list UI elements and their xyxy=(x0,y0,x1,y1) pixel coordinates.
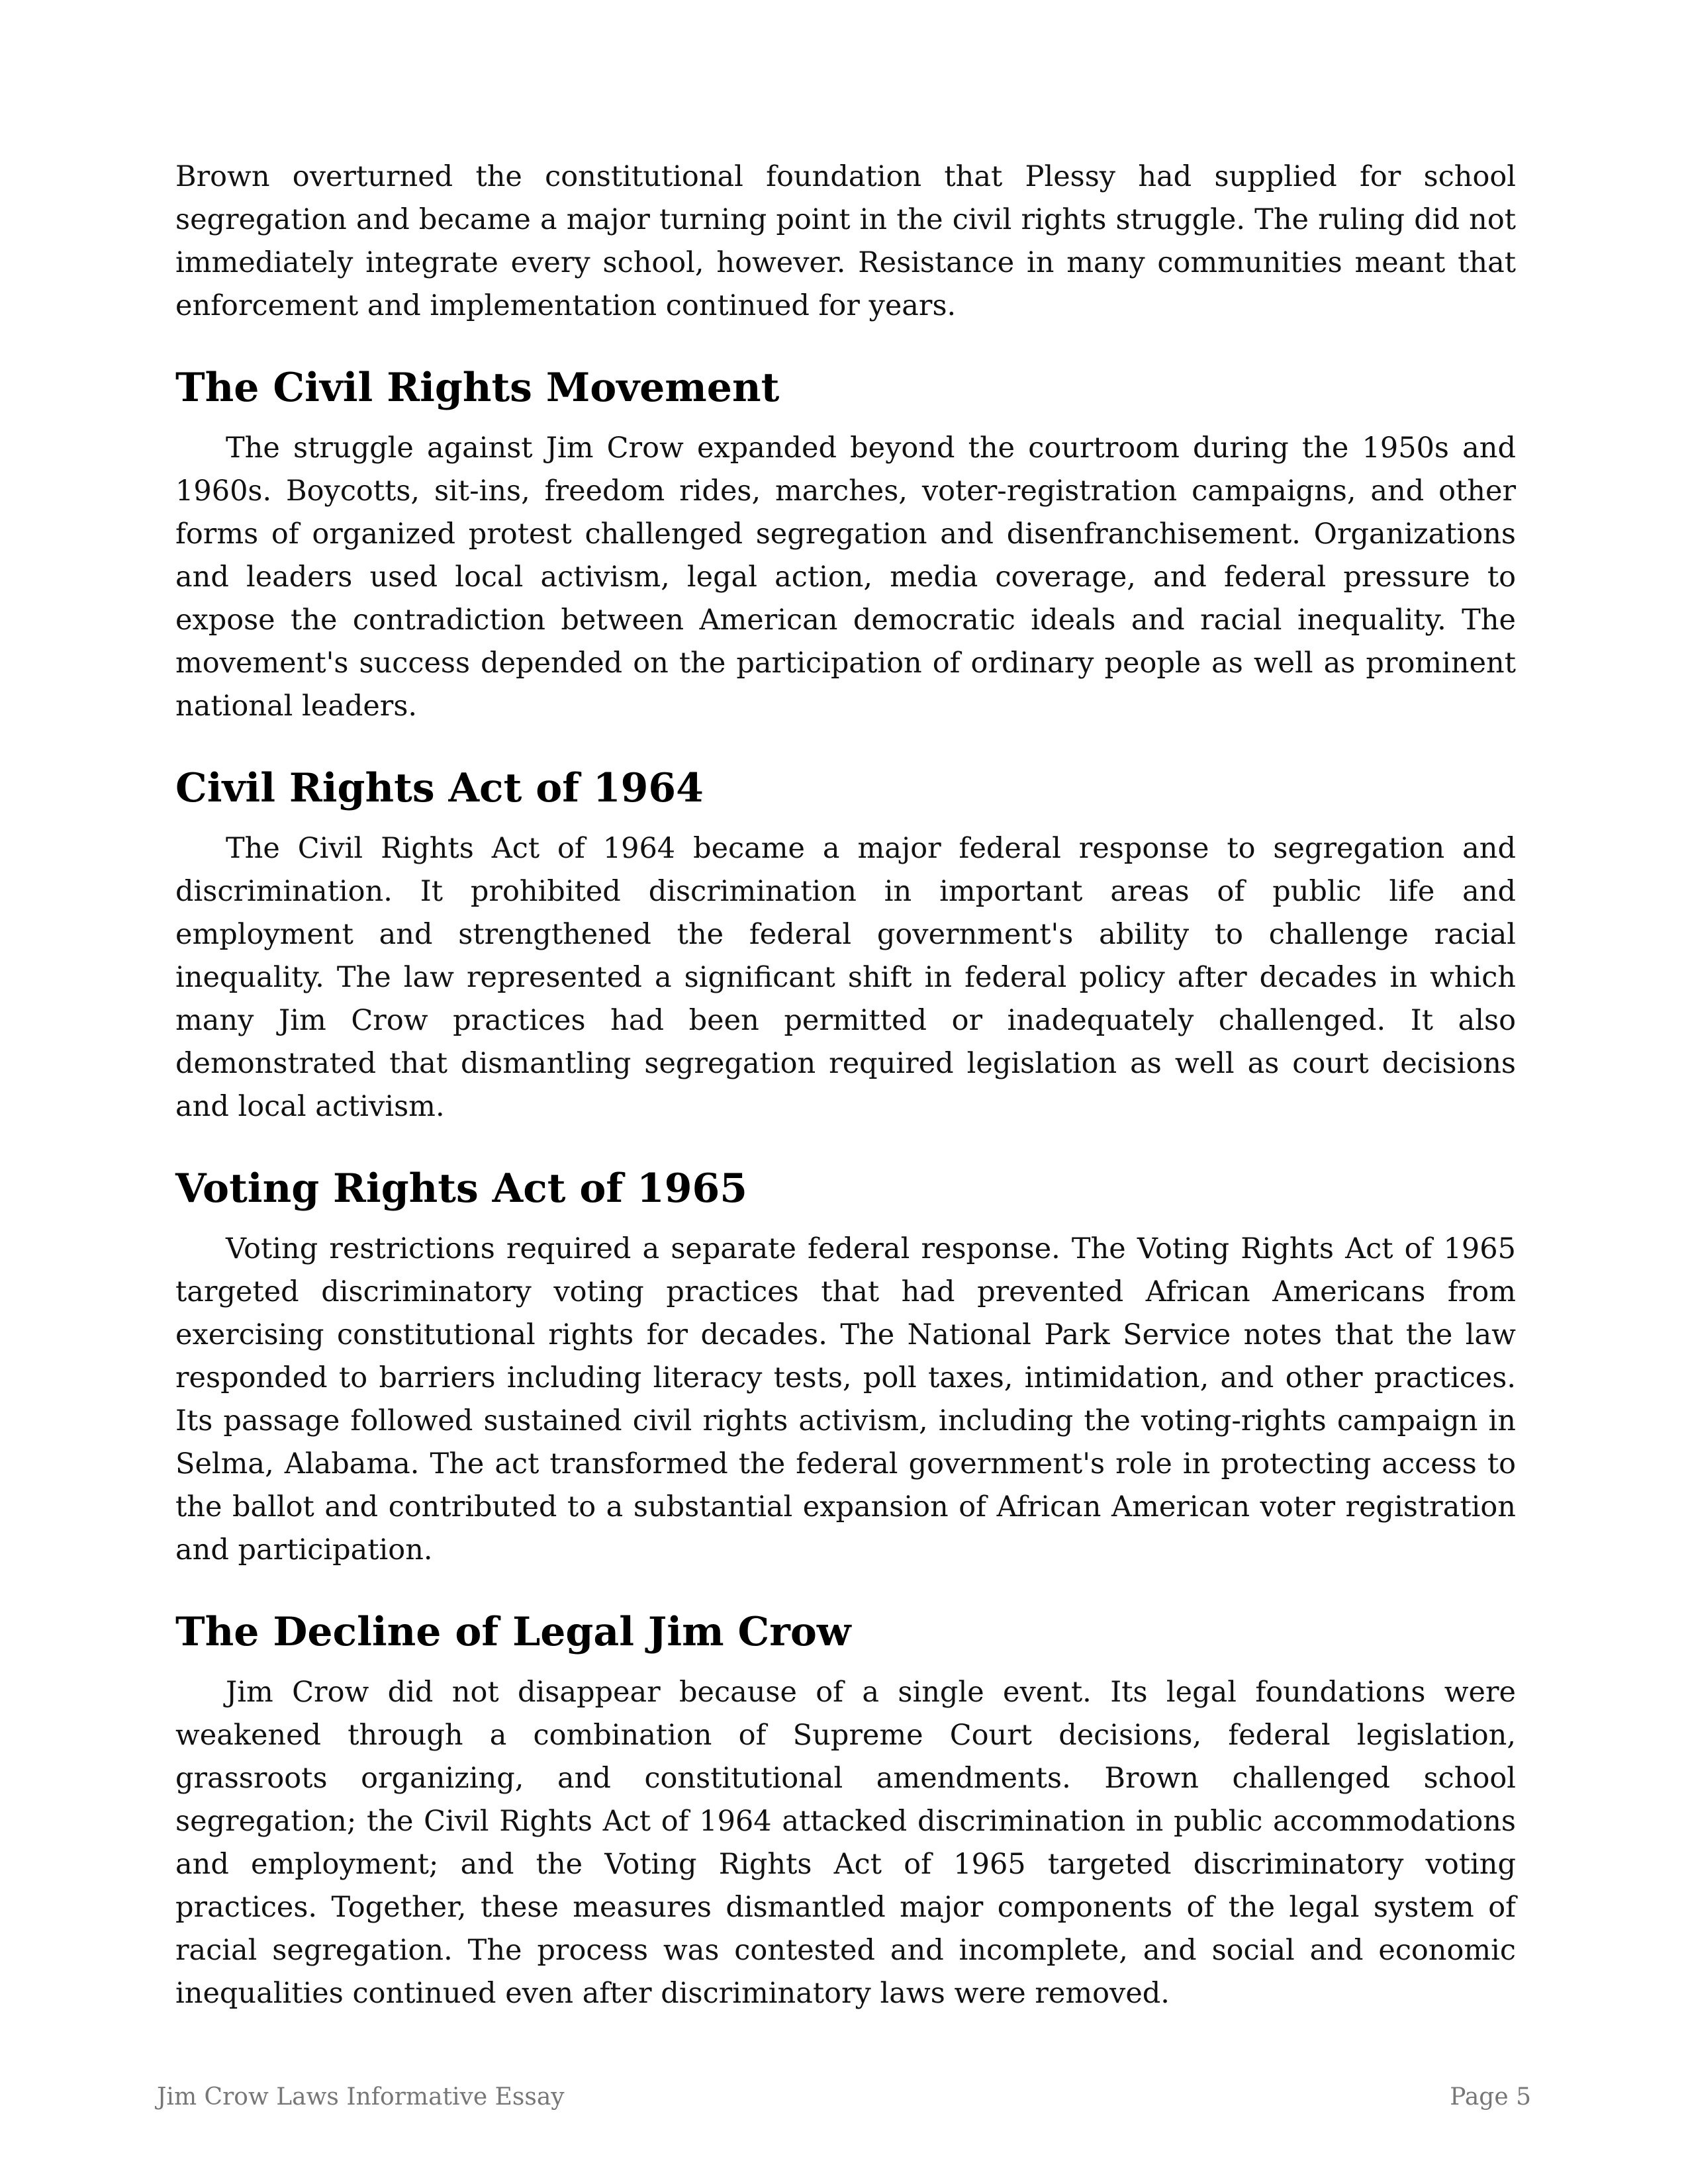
page-footer xyxy=(157,2083,1531,2116)
section-heading-voting-rights-act-1965: Voting Rights Act of 1965 xyxy=(175,1165,748,1212)
footer-page-number: Page 5 xyxy=(1450,2083,1531,2111)
section-body-civil-rights-act-1964: The Civil Rights Act of 1964 became a major federal response to segregation and discrimination. It prohibited discrimination in important areas of public life and employment and strengthened the federal government's ability to challenge racial inequality. The law represented a significant shift in federal policy after decades in which many Jim Crow practices had been permitted or inadequately challenged. It also demonstrated that dismantling segregation required legislation as well as court decisions and local activism. xyxy=(175,832,1516,1123)
section-body-decline-of-legal-jim-crow: Jim Crow did not disappear because of a single event. Its legal foundations were weakened through a combination of Supreme Court decisions, federal legislation, grassroots organizing, and constitutional amendments. Brown challenged school segregation; the Civil Rights Act of 1964 attacked discrimination in public accommodations and employment; and the Voting Rights Act of 1965 targeted discriminatory voting practices. Together, these measures dismantled major components of the legal system of racial segregation. The process was contested and incomplete, and social and economic inequalities continued even after discriminatory laws were removed. xyxy=(175,1676,1516,2010)
section-heading-civil-rights-act-1964: Civil Rights Act of 1964 xyxy=(175,765,704,811)
footer-document-title: Jim Crow Laws Informative Essay xyxy=(157,2083,565,2111)
section-heading-decline-of-legal-jim-crow: The Decline of Legal Jim Crow xyxy=(175,1609,851,1655)
section-body-voting-rights-act-1965: Voting restrictions required a separate federal response. The Voting Rights Act of 1965 targeted discriminatory voting practices that had prevented African Americans from exercising constitutional rights for decades. The National Park Service notes that the law responded to barriers including literacy tests, poll taxes, intimidation, and other practices. Its passage followed sustained civil rights activism, including the voting-rights campaign in Selma, Alabama. The act transformed the federal government's role in protecting access to the ballot and contributed to a substantial expansion of African American voter registration and participation. xyxy=(175,1232,1516,1567)
section-body-civil-rights-movement: The struggle against Jim Crow expanded beyond the courtroom during the 1950s and 1960s. Boycotts, sit-ins, freedom rides, marches, voter-registration campaigns, and other forms of organized protest challenged segregation and disenfranchisement. Organizations and leaders used local activism, legal action, media coverage, and federal pressure to expose the contradiction between American democratic ideals and racial inequality. The movement's success depended on the participation of ordinary people as well as prominent national leaders. xyxy=(175,432,1516,723)
opening-paragraph: Brown overturned the constitutional foundation that Plessy had supplied for school segregation and became a major turning point in the civil rights struggle. The ruling did not immediately integrate every school, however. Resistance in many communities meant that enforcement and implementation continued for years. xyxy=(175,160,1516,322)
document-body xyxy=(175,156,1516,2015)
section-heading-civil-rights-movement: The Civil Rights Movement xyxy=(175,365,780,411)
